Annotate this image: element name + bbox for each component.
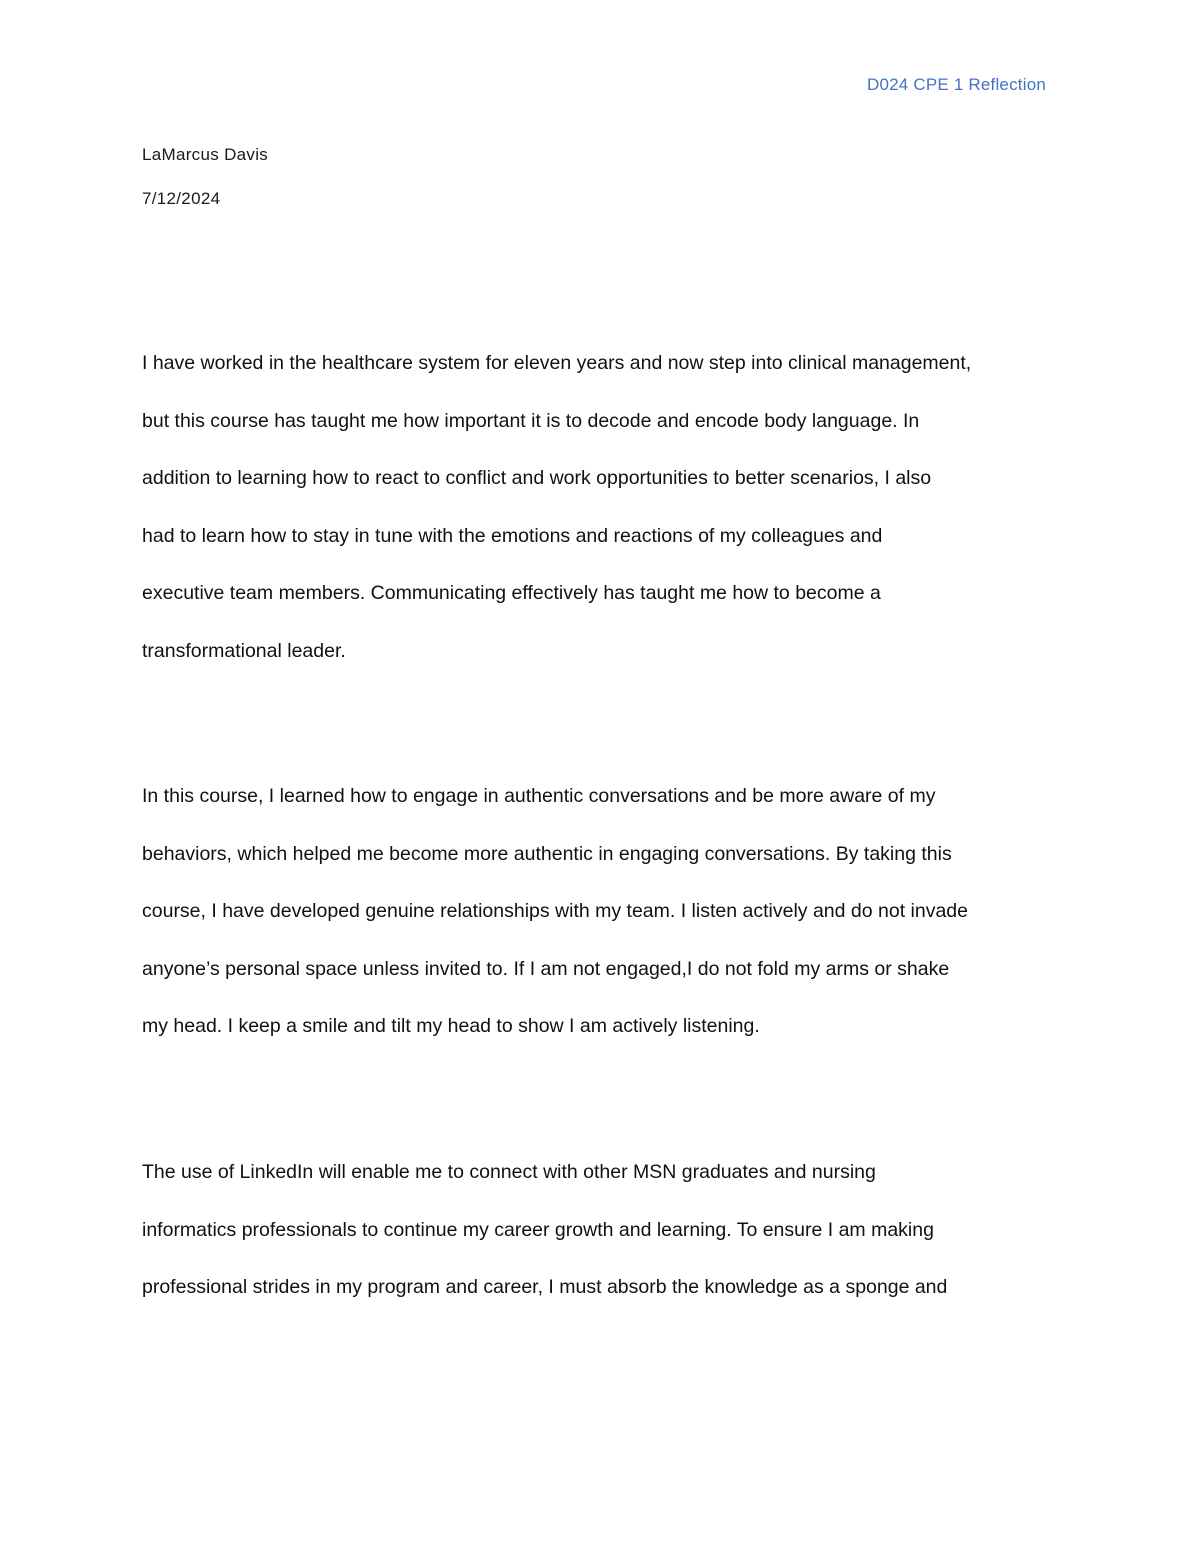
paragraph-line: addition to learning how to react to conflict and work opportunities to better scenarios, I also: [142, 467, 932, 489]
paragraph-1: [142, 354, 1067, 699]
paragraph-line: anyone’s personal space unless invited to. If I am not engaged,I do not fold my arms or shake: [142, 957, 950, 980]
header-title: D024 CPE 1 Reflection: [866, 75, 1046, 94]
author-name: LaMarcus Davis: [142, 145, 269, 164]
paragraph-line: informatics professionals to continue my career growth and learning. To ensure I am making: [142, 1218, 934, 1241]
paragraph-line: but this course has taught me how important it is to decode and encode body language. In: [142, 409, 920, 432]
paragraph-line: had to learn how to stay in tune with the emotions and reactions of my colleagues and: [142, 524, 883, 547]
paragraph-line: my head. I keep a smile and tilt my head to show I am actively listening.: [142, 1015, 760, 1037]
paragraph-2: [142, 787, 1067, 1075]
paragraph-line: The use of LinkedIn will enable me to connect with other MSN graduates and nursing: [142, 1161, 876, 1183]
document-date: 7/12/2024: [142, 189, 221, 208]
paragraph-line: I have worked in the healthcare system for eleven years and now step into clinical management,: [142, 352, 972, 374]
paragraph-line: professional strides in my program and career, I must absorb the knowledge as a sponge and: [142, 1276, 948, 1298]
paragraph-line: executive team members. Communicating effectively has taught me how to become a: [142, 582, 881, 604]
paragraph-line: transformational leader.: [142, 639, 346, 662]
paragraph-line: In this course, I learned how to engage in authentic conversations and be more aware of my: [142, 785, 936, 807]
paragraph-line: behaviors, which helped me become more authentic in engaging conversations. By taking this: [142, 842, 952, 865]
paragraph-3: [142, 1163, 1067, 1336]
paragraph-line: course, I have developed genuine relationships with my team. I listen actively and do not invade: [142, 900, 968, 922]
